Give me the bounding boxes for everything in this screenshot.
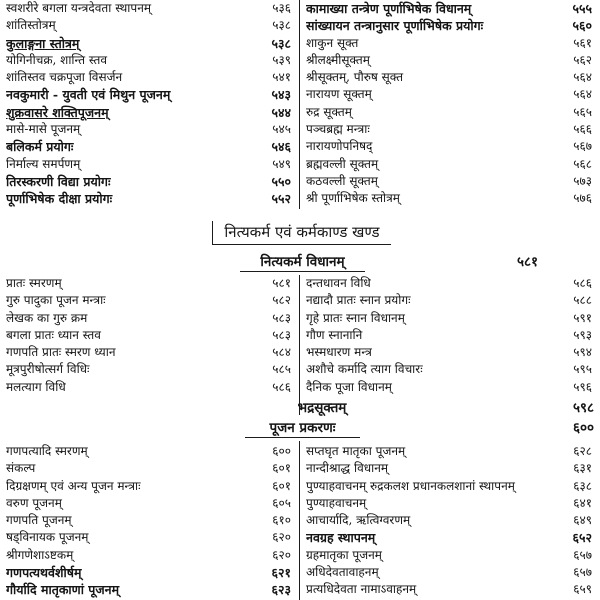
entry-title: शांतिस्तोत्रम् [6,18,56,33]
entry-page-number: ५६६ [573,122,592,137]
entry-page-number: ६२० [272,530,291,545]
entry-page-number: ६२३ [271,582,291,598]
bhadrasukta-heading: भद्रसूक्तम् [297,400,347,416]
toc-entry [6,138,291,155]
pujan-page-number: ६०० [572,420,594,436]
entry-page-number: ६३१ [573,461,592,476]
entry-title: श्री पूर्णाभिषेक स्तोत्रम् [306,191,400,206]
entry-page-number: ६५७ [573,547,592,562]
entry-page-number: ६२८ [573,444,592,458]
entry-title: स्वशरीरे बगला यन्त्रदेवता स्थापनम् [6,1,152,15]
entry-title: गणपत्यादि स्मरणम् [6,444,88,458]
entry-title: अधिदेवतावाहनम् [306,565,379,580]
section-heading: नित्यकर्म एवं कर्मकाण्ड खण्ड [212,221,391,245]
toc-entry [6,173,291,190]
toc-entry [6,327,291,344]
entry-title: भस्मधारण मन्त्र [306,345,372,360]
toc-right-column [306,0,592,208]
entry-title: योगिनीचक्र, शान्ति स्तव [6,52,108,67]
entry-title: श्रीसूक्तम्, पौरुष सूक्त [306,70,404,85]
toc-pujan-section [0,443,600,600]
toc-entry [306,275,592,292]
toc-entry [306,17,592,34]
entry-title: अशौचे कर्मादि त्याग विचारः [306,362,423,377]
entry-page-number: ५४९ [272,156,291,171]
toc-entry [6,581,291,598]
entry-page-number: ५८६ [272,379,291,394]
entry-page-number: ५६४ [573,70,592,85]
entry-title: गणपति प्रातः स्मरण ध्यान [6,345,116,360]
entry-title: पूर्णाभिषेक दीक्षा प्रयोगः [6,191,113,207]
entry-page-number: ६५७ [573,565,592,580]
entry-title: शाकुन सूक्त [306,35,359,50]
entry-page-number: ६०० [272,444,291,458]
toc-entry [306,495,592,512]
toc-entry [6,121,291,138]
entry-title: श्रीगणेशाऽष्टकम् [6,547,74,562]
toc-entry [306,478,592,495]
entry-page-number: ५६४ [573,87,592,102]
entry-title: ग्रहमातृका पूजनम् [306,547,382,562]
toc-entry [6,310,291,327]
entry-page-number: ६४९ [573,513,592,528]
entry-page-number: ५६२ [573,52,592,67]
nityakarma-heading: नित्यकर्म विधानम् [240,253,365,272]
entry-page-number: ५८५ [272,362,291,377]
entry-page-number: ६५९ [573,582,592,597]
entry-page-number: ५५० [271,173,291,189]
toc-entry [306,460,592,477]
entry-title: शांतिस्तव चक्रपूजा विसर्जन [6,70,123,85]
entry-title: आचार्यादि, ऋत्विग्वरणम् [306,513,411,528]
entry-page-number: ५८६ [573,276,592,290]
toc-entry [306,52,592,69]
toc-entry [6,379,291,396]
entry-page-number: ६१० [272,513,291,528]
entry-title: मासे-मासे पूजनम् [6,122,81,137]
entry-page-number: ५३९ [272,52,291,67]
entry-page-number: ६०१ [272,461,291,476]
toc-entry [306,0,592,17]
toc-entry [306,361,592,378]
toc-entry [6,17,291,34]
entry-title: पञ्चब्रह्म मन्त्राः [306,122,370,137]
entry-title: मलत्याग विधि [6,379,66,394]
entry-page-number: ५४६ [271,139,291,155]
entry-title: नारायण सूक्तम् [306,87,372,102]
toc-entry [6,512,291,529]
entry-page-number: ५८४ [272,345,291,360]
entry-page-number: ५६५ [573,104,592,119]
entry-title: बगला प्रातः ध्यान स्तव [6,327,101,342]
toc-left-column [6,0,291,208]
entry-page-number: ५५५ [572,1,592,16]
toc-left-column [6,275,291,396]
toc-entry [306,529,592,546]
entry-title: संकल्प [6,461,36,476]
toc-entry [6,52,291,69]
toc-entry [306,104,592,121]
entry-title: दिग्रक्षणम् एवं अन्य पूजन मन्त्राः [6,478,141,493]
toc-entry [306,190,592,207]
toc-entry [306,310,592,327]
entry-page-number: ६२१ [271,565,291,581]
entry-page-number: ५६० [572,18,592,34]
toc-entry [306,564,592,581]
entry-page-number: ५९५ [573,362,592,377]
toc-entry [306,379,592,396]
entry-title: नान्दीश्राद्ध विधानम् [306,461,389,476]
entry-title: तिरस्करणी विद्या प्रयोगः [6,173,111,189]
toc-right-column [306,275,592,396]
entry-page-number: ५५२ [271,191,291,207]
entry-title: गौर्यादि मातृकाणां पूजनम् [6,582,120,598]
toc-entry [306,581,592,598]
toc-entry [6,156,291,173]
entry-page-number: ५९४ [573,345,592,360]
entry-page-number: ५८२ [272,293,291,308]
entry-page-number: ५८३ [272,327,291,342]
entry-title: शुक्रवासरे शक्तिपूजनम् [6,104,109,120]
entry-page-number: ५९६ [573,379,592,394]
entry-title: प्रातः स्मरणम् [6,276,62,290]
toc-right-column [306,443,592,599]
toc-entry [6,190,291,207]
toc-entry [306,121,592,138]
entry-title: ब्रह्मवल्ली सूक्तम् [306,156,379,171]
entry-page-number: ५६१ [573,35,592,50]
entry-page-number: ६३८ [573,478,592,493]
entry-title: नवकुमारी - युवती एवं मिथुन पूजनम् [6,87,171,103]
entry-page-number: ६०५ [272,495,291,510]
toc-top-section [0,0,600,208]
entry-page-number: ५८३ [272,310,291,325]
toc-entry [6,0,291,17]
toc-entry [6,495,291,512]
entry-page-number: ५९३ [573,327,592,342]
entry-title: लेखक का गुरु क्रम [6,310,88,325]
entry-title: दन्तधावन विधि [306,276,371,290]
entry-title: गुरु पादुका पूजन मन्त्राः [6,293,106,308]
nityakarma-page-number: ५८१ [516,254,538,270]
entry-page-number: ५७६ [573,191,592,206]
entry-page-number: ५६७ [573,139,592,154]
toc-entry [6,478,291,495]
entry-title: नारायणोपनिषद् [306,139,373,154]
entry-page-number: ५४१ [272,70,291,85]
toc-entry [6,69,291,86]
entry-title: षड्विनायक पूजनम् [6,530,89,545]
entry-title: श्रीलक्ष्मीसूक्तम् [306,52,370,67]
toc-entry [6,547,291,564]
toc-entry [6,564,291,581]
toc-entry [306,69,592,86]
entry-title: रुद्र सूक्तम् [306,104,352,119]
toc-entry [306,35,592,52]
toc-entry [306,443,592,460]
bhadrasukta-page-number: ५९८ [572,400,594,416]
toc-entry [6,104,291,121]
entry-title: बलिकर्म प्रयोगः [6,139,74,155]
toc-entry [306,327,592,344]
entry-page-number: ५४४ [271,104,291,120]
toc-entry [306,512,592,529]
toc-entry [306,156,592,173]
entry-title: सप्तघृत मातृका पूजनम् [306,444,406,458]
toc-entry [6,344,291,361]
toc-entry [6,86,291,103]
entry-title: वरुण पूजनम् [6,495,62,510]
entry-page-number: ५८८ [573,293,592,308]
entry-title: निर्माल्य समर्पणम् [6,156,81,171]
entry-title: कुलाङ्गना स्तोत्रम् [6,35,80,51]
entry-page-number: ५८१ [272,276,291,290]
toc-entry [306,547,592,564]
toc-entry [6,292,291,309]
entry-title: दैनिक पूजा विधानम् [306,379,392,394]
entry-page-number: ५३८ [272,18,291,33]
entry-page-number: ५३६ [272,1,291,15]
entry-title: प्रत्यधिदेवता नामाऽवाहनम् [306,582,417,597]
toc-entry [6,35,291,52]
entry-page-number: ६२० [272,547,291,562]
entry-title: पुण्याहवाचनम् [306,495,367,510]
entry-title: गणपत्यथर्वशीर्षम् [6,565,82,581]
entry-page-number: ५७३ [573,173,592,188]
entry-page-number: ५३८ [271,35,291,51]
entry-title: गृहे प्रातः स्नान विधानम् [306,310,405,325]
entry-page-number: ५९१ [573,310,592,325]
entry-page-number: ६५२ [572,530,592,546]
toc-entry [306,86,592,103]
entry-title: नवग्रह स्थापनम् [306,530,376,546]
entry-title: कामाख्या तन्त्रेण पूर्णाभिषेक विधानम् [306,1,472,16]
entry-title: कठवल्ली सूक्तम् [306,173,378,188]
toc-entry [306,344,592,361]
toc-nityakarma-section [0,275,600,397]
entry-title: मूत्रपुरीषोत्सर्ग विधिः [6,362,90,377]
toc-entry [6,529,291,546]
entry-title: सांख्यायन तन्त्रानुसार पूर्णाभिषेक प्रयोगः [306,18,484,34]
entry-page-number: ५४३ [271,87,291,103]
entry-page-number: ५६८ [573,156,592,171]
toc-entry [6,460,291,477]
entry-title: पुण्याहवाचनम् रुद्रकलश प्रधानकलशानां स्थापनम् [306,478,515,493]
toc-entry [6,443,291,460]
entry-title: गणपति पूजनम् [6,513,72,528]
entry-page-number: ६४१ [573,495,592,510]
entry-page-number: ६०१ [272,478,291,493]
entry-title: नद्यादौ प्रातः स्नान प्रयोगः [306,293,411,308]
pujan-heading: पूजन प्रकरणः [245,419,360,438]
toc-entry [6,275,291,292]
toc-entry [6,361,291,378]
toc-entry [306,292,592,309]
toc-entry [306,173,592,190]
entry-page-number: ५४५ [272,122,291,137]
toc-entry [306,138,592,155]
toc-left-column [6,443,291,599]
entry-title: गौण स्नानानि [306,327,363,342]
